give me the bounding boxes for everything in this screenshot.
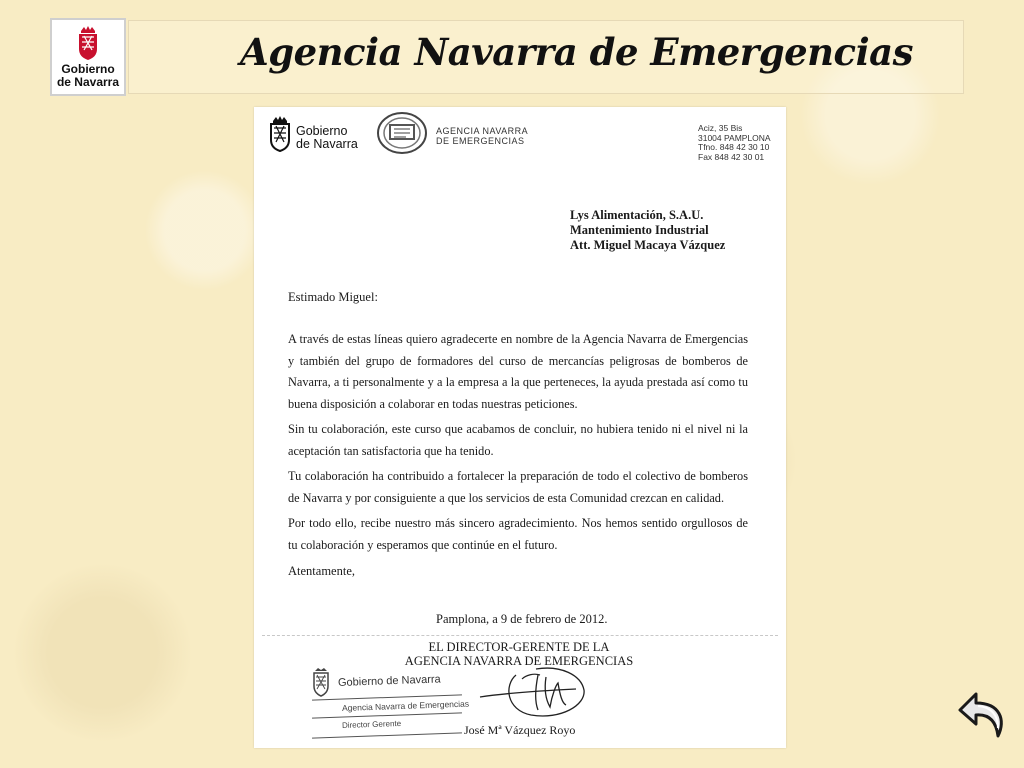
back-arrow-icon[interactable] bbox=[956, 690, 1008, 742]
logo-text-line2: de Navarra bbox=[56, 75, 120, 89]
letterhead-address bbox=[698, 124, 784, 162]
navarra-crest-bw-icon bbox=[268, 115, 292, 153]
stamp-role: Director Gerente bbox=[341, 718, 402, 730]
recipient-line-2: Mantenimiento Industrial bbox=[570, 223, 709, 237]
gobierno-navarra-logo bbox=[50, 18, 126, 96]
recipient-line-1: Lys Alimentación, S.A.U. bbox=[570, 208, 704, 222]
signer-name: José Mª Vázquez Royo bbox=[464, 723, 576, 737]
stamp-line bbox=[312, 712, 462, 718]
logo-text-line1: Gobierno bbox=[61, 62, 115, 76]
stamp-agency: Agencia Navarra de Emergencias bbox=[341, 698, 470, 713]
closing: Atentamente, bbox=[288, 564, 355, 578]
navarra-crest-icon bbox=[76, 25, 100, 61]
address-line-4: Fax 848 42 30 01 bbox=[698, 151, 765, 162]
signer-title-line-2: AGENCIA NAVARRA DE EMERGENCIAS bbox=[404, 654, 634, 668]
letter-body bbox=[288, 329, 748, 560]
letterhead-gobierno bbox=[268, 115, 358, 158]
letterhead-agency-line1: AGENCIA NAVARRA bbox=[436, 126, 529, 136]
recipient-line-3: Att. Miguel Macaya Vázquez bbox=[570, 238, 726, 252]
body-paragraph-2: Sin tu colaboración, este curso que acabamos de concluir, no hubiera tenido ni el nivel ni la aceptación tan satisfactoria que ha tenido. bbox=[288, 422, 748, 458]
handwritten-signature bbox=[476, 655, 596, 725]
body-paragraph-3: Tu colaboración ha contribuido a fortalecer la preparación de todo el colectivo de bomberos de Navarra y por consiguiente a que los servicios de esta Comunidad crezcan en calidad. bbox=[288, 469, 748, 505]
signer-title-line-1: EL DIRECTOR-GERENTE DE LA bbox=[428, 640, 610, 654]
address-line-1: Aciz, 35 Bis bbox=[698, 123, 743, 133]
emergency-agency-seal-icon bbox=[376, 111, 428, 160]
greeting: Estimado Miguel: bbox=[288, 290, 378, 304]
letterhead-gobierno-line2: de Navarra bbox=[296, 137, 358, 151]
letterhead-agency-name bbox=[436, 126, 566, 146]
stamp-gobierno: Gobierno de Navarra bbox=[337, 673, 441, 689]
address-line-3: Tfno. 848 42 30 10 bbox=[698, 142, 770, 152]
page-title: Agencia Navarra de Emergencias bbox=[240, 30, 913, 74]
letterhead-gobierno-line1: Gobierno bbox=[296, 124, 348, 138]
letterhead-agency-line2: DE EMERGENCIAS bbox=[436, 136, 525, 146]
letter-document bbox=[254, 107, 786, 748]
official-stamp bbox=[312, 665, 472, 740]
back-button[interactable] bbox=[956, 690, 1008, 742]
place-date: Pamplona, a 9 de febrero de 2012. bbox=[436, 612, 608, 626]
address-line-2: 31004 PAMPLONA bbox=[698, 132, 771, 143]
navarra-crest-stamp-icon bbox=[312, 667, 330, 697]
stamp-line bbox=[312, 732, 462, 738]
recipient-block bbox=[570, 208, 780, 253]
divider bbox=[262, 635, 778, 636]
body-paragraph-1: A través de estas líneas quiero agradecerte en nombre de la Agencia Navarra de Emergencias y también del grupo de formadores del curso de mercancías peligrosas de bomberos de Navarra, a ti personalmente y a la empresa a la que perteneces, la ayuda prestada así como tu buena disposición a colaborar en todas nuestras peticiones. bbox=[288, 332, 748, 411]
body-paragraph-4: Por todo ello, recibe nuestro más sincero agradecimiento. Nos hemos sentido orgullosos de tu colaboración y esperamos que continúe en el futuro. bbox=[288, 516, 748, 552]
